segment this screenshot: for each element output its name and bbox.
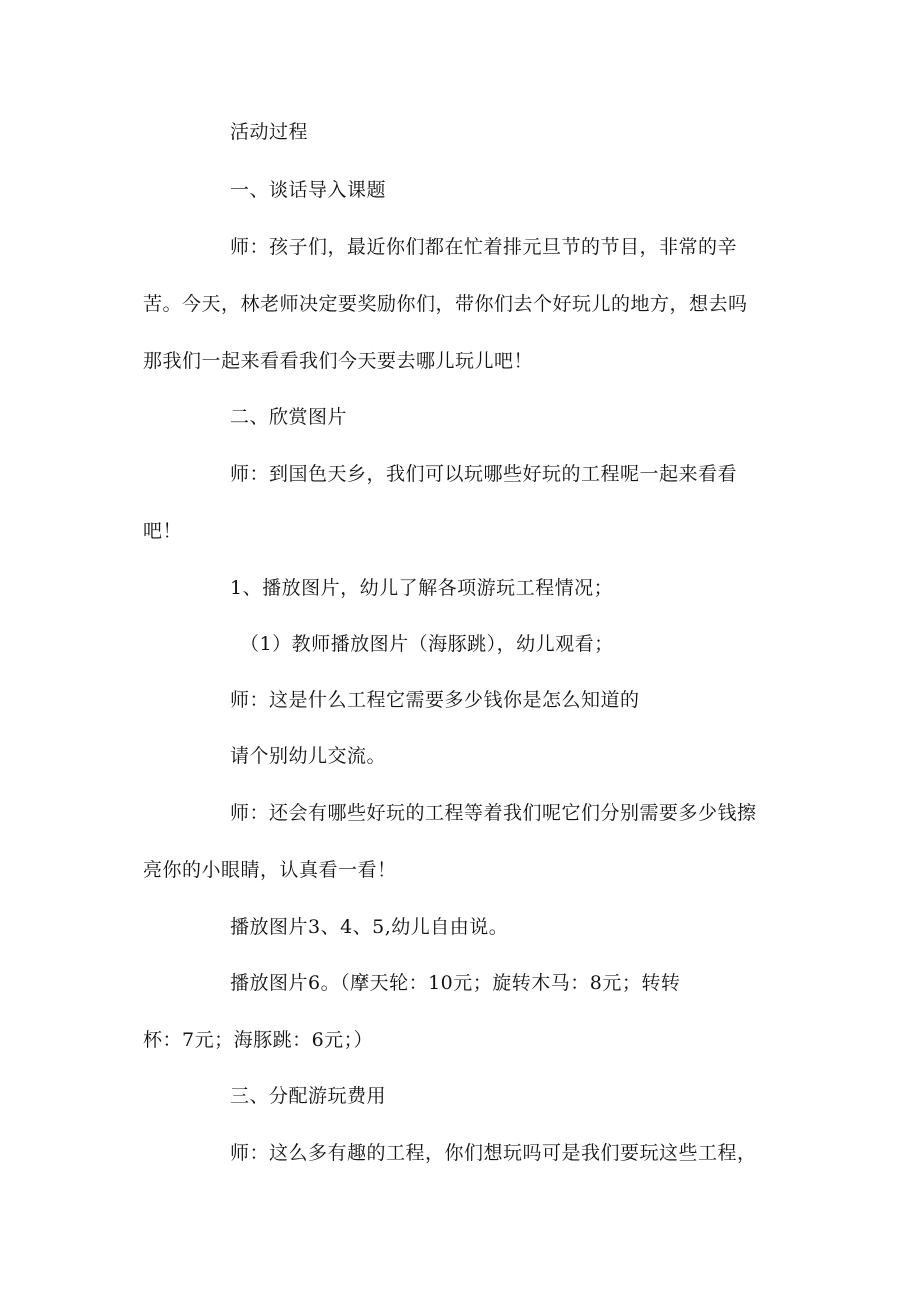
paragraph-line: 那我们一起来看看我们今天要去哪儿玩儿吧！ (143, 350, 534, 372)
paragraph-line: 杯：7元；海豚跳：6元；） (143, 1029, 374, 1051)
paragraph-line: 吧！ (143, 520, 183, 542)
paragraph-line: 师：到国色天乡，我们可以玩哪些好玩的工程呢一起来看看 (230, 463, 738, 485)
section-heading-3: 三、分配游玩费用 (230, 1085, 387, 1107)
paragraph-line: （1）教师播放图片（海豚跳），幼儿观看； (240, 633, 614, 655)
paragraph-line: 亮你的小眼睛，认真看一看！ (143, 859, 397, 881)
paragraph-line: 师：还会有哪些好玩的工程等着我们呢它们分别需要多少钱擦 (230, 802, 757, 824)
section-heading-activity-process: 活动过程 (230, 121, 309, 143)
paragraph-line: 师：这么多有趣的工程，你们想玩吗可是我们要玩这些工程， (230, 1142, 757, 1164)
paragraph-line: 师：孩子们，最近你们都在忙着排元旦节的节目，非常的辛 (230, 236, 738, 258)
paragraph-line: 播放图片6。（摩天轮：10元；旋转木马：8元；转转 (230, 972, 681, 994)
paragraph-line: 播放图片3、4、5,幼儿自由说。 (230, 916, 509, 938)
paragraph-line: 师：这是什么工程它需要多少钱你是怎么知道的 (230, 689, 640, 711)
paragraph-line: 1、播放图片，幼儿了解各项游玩工程情况； (230, 577, 614, 599)
section-heading-1: 一、谈话导入课题 (230, 179, 387, 201)
paragraph-line: 苦。今天，林老师决定要奖励你们，带你们去个好玩儿的地方，想去吗 (143, 293, 748, 315)
section-heading-2: 二、欣赏图片 (230, 406, 348, 428)
paragraph-line: 请个别幼儿交流。 (230, 745, 387, 767)
